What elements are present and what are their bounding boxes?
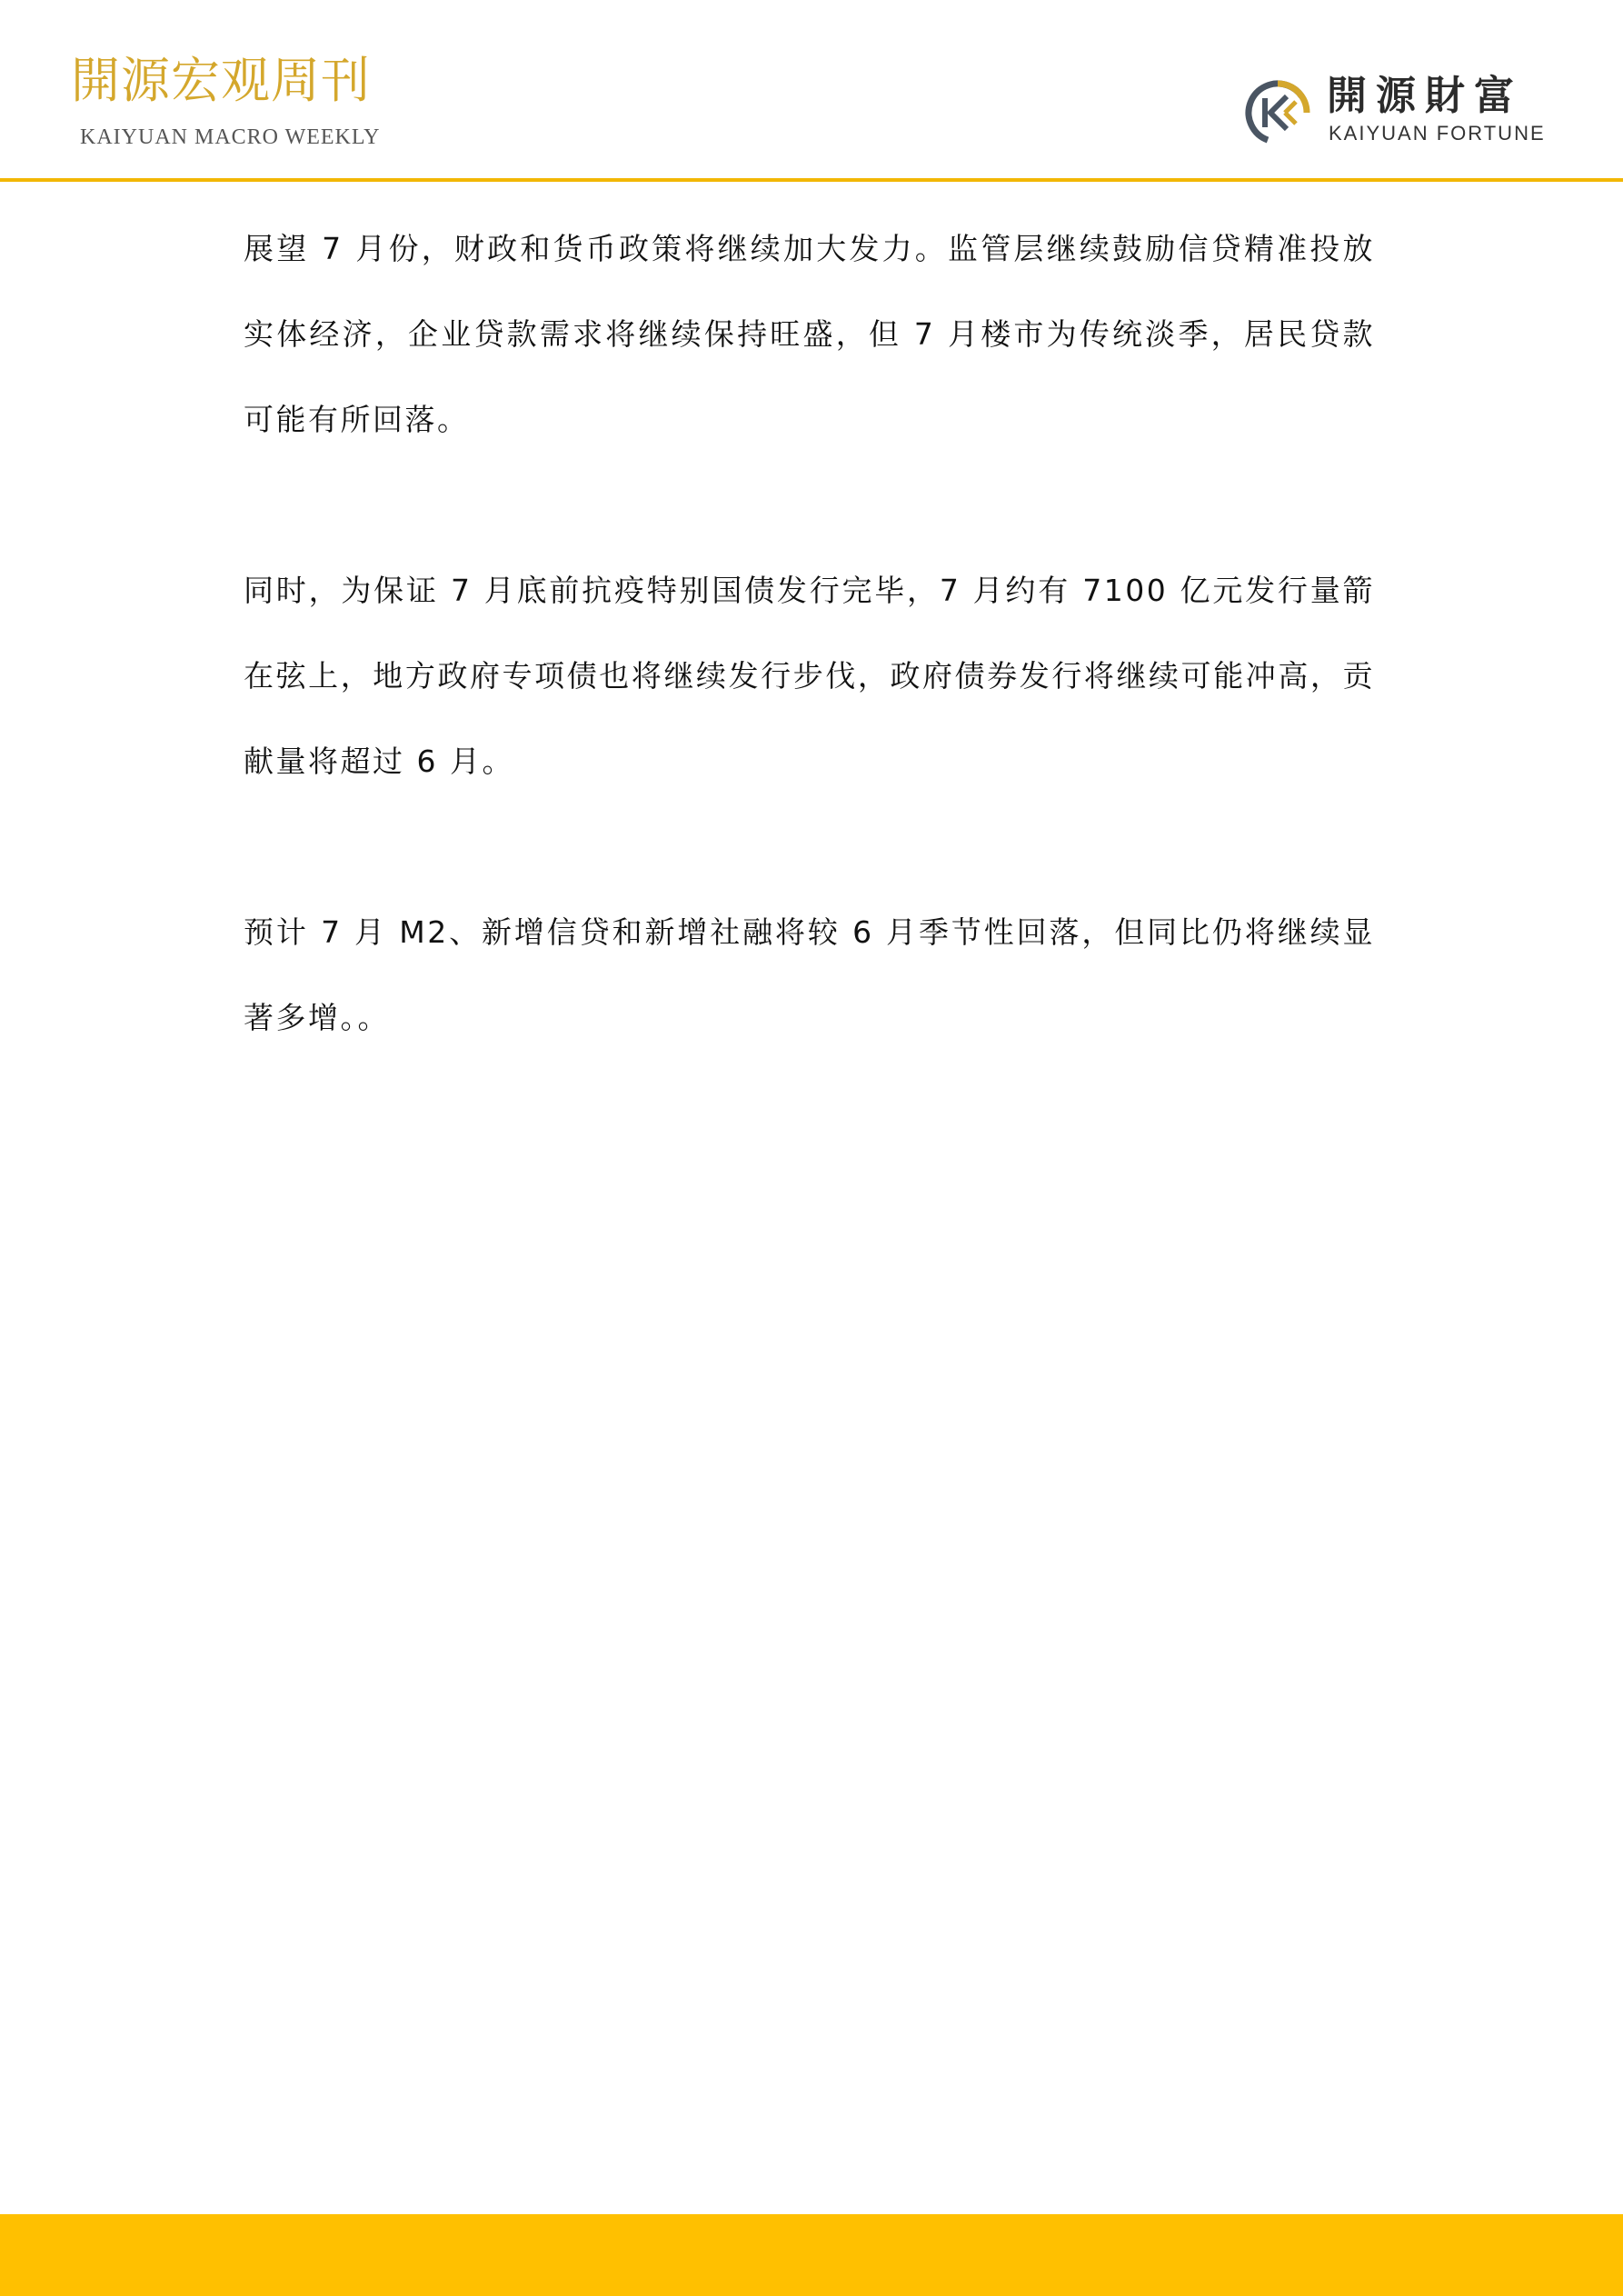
body-paragraph-3: 预计 7 月 M2、新增信贷和新增社融将较 6 月季节性回落，但同比仍将继续显著多增。。 (244, 914, 1375, 1035)
publication-title: 開源宏观周刊 (71, 52, 371, 109)
body-paragraph-2: 同时，为保证 7 月底前抗疫特别国债发行完毕，7 月约有 7100 亿元发行量箭在弦上，地方政府专项债也将继续发行步伐，政府债券发行将继续可能冲高，贡献量将超过 6 月。 (244, 573, 1375, 779)
page-header (0, 0, 1623, 178)
body-content (244, 206, 1375, 1146)
footer-bar (0, 2214, 1623, 2296)
kaiyuan-logo-icon (1243, 78, 1312, 147)
publication-subtitle: KAIYUAN MACRO WEEKLY (80, 125, 381, 149)
brand-name-en: KAIYUAN FORTUNE (1329, 122, 1546, 145)
header-divider (0, 178, 1623, 182)
brand-block (1243, 75, 1561, 147)
brand-name-cn: 開源財富 (1327, 73, 1523, 119)
body-paragraph-1: 展望 7 月份，财政和货币政策将继续加大发力。监管层继续鼓励信贷精准投放实体经济，企业贷款需求将继续保持旺盛，但 7 月楼市为传统淡季，居民贷款可能有所回落。 (244, 231, 1375, 437)
